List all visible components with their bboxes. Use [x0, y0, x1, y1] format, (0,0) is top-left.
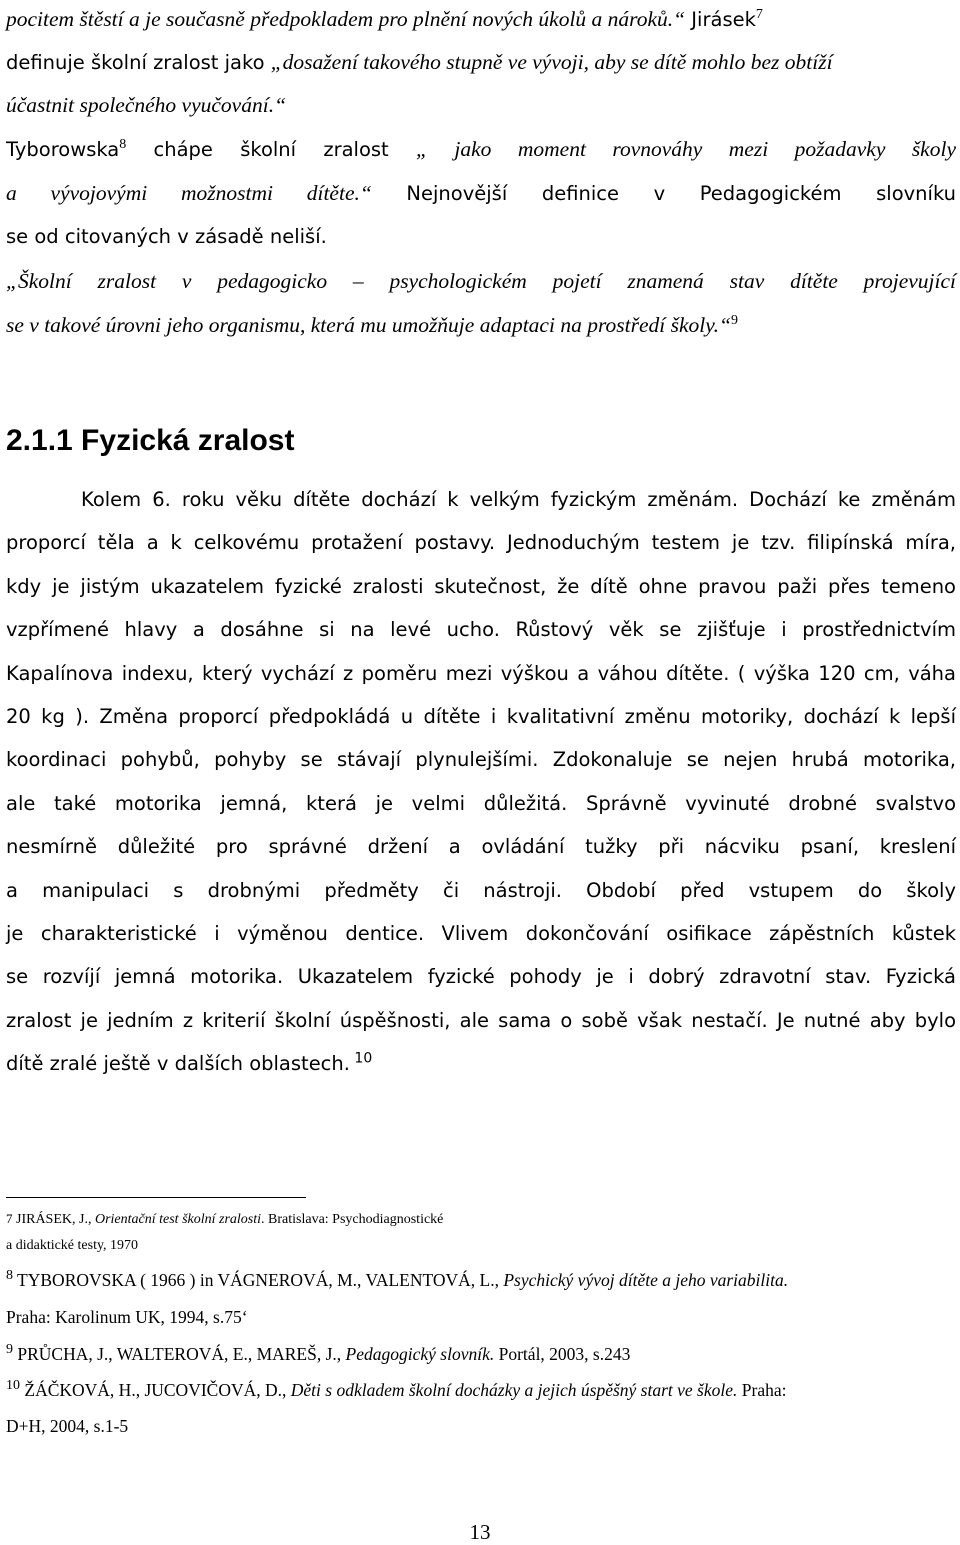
footnote-title: Orientační test školní zralosti	[94, 1212, 262, 1227]
footnote-number: 7	[6, 1211, 13, 1226]
text: definuje školní zralost jako	[6, 51, 271, 74]
footnote-10-cont	[6, 1416, 128, 1436]
quote-text: účastnit společného vyučování.“	[6, 93, 287, 117]
text-line-1	[6, 6, 956, 33]
quote-text: „dosažení takového stupně ve vývoji, aby se dítě mohlo bez obtíží	[270, 50, 833, 74]
text-line-4	[6, 136, 956, 163]
footnote-ref-8: 8	[119, 136, 127, 152]
footnote-text: Portál, 2003, s.243	[494, 1344, 631, 1364]
paragraph-line: se rozvíjí jemná motorika. Ukazatelem fyzické pohody je i dobrý zdravotní stav. Fyzická	[6, 965, 956, 989]
page-number: 13	[469, 1520, 491, 1544]
footnote-text: D+H, 2004, s.1-5	[6, 1416, 129, 1436]
footnote-text: Praha: Karolinum UK, 1994, s.75‘	[6, 1307, 248, 1327]
footnote-ref-10: 10	[349, 1050, 373, 1067]
text-line-7	[6, 268, 956, 294]
footnote-text: . Bratislava: Psychodiagnostické	[261, 1212, 444, 1227]
paragraph-line: Kapalínova indexu, který vychází z poměru mezi výškou a váhou dítěte. ( výška 120 cm, váha	[6, 661, 956, 685]
footnote-title: Psychický vývoj dítěte a jeho variabilita.	[503, 1270, 789, 1290]
paragraph-line: je charakteristické i výměnou dentice. Vlivem dokončování osifikace zápěstních kůstek	[6, 922, 956, 945]
footnote-number: 9	[6, 1342, 13, 1358]
paragraph-line: ale také motorika jemná, která je velmi důležitá. Správně vyvinuté drobné svalstvo	[6, 791, 956, 815]
footnote-title: Pedagogický slovník.	[345, 1344, 495, 1364]
quote-text: „ jako moment rovnováhy mezi požadavky školy	[415, 137, 956, 161]
paragraph-line: proporcí těla a k celkovému protažení postavy. Jednoduchým testem je tzv. filipínská míra,	[6, 531, 956, 555]
section-heading: 2.1.1 Fyzická zralost	[6, 424, 295, 457]
text: Jirásek	[685, 8, 756, 31]
footnote-title: Děti s odkladem školní docházky a jejich úspěšný start ve škole.	[290, 1380, 738, 1400]
footnote-7	[6, 1209, 443, 1230]
text: se od citovaných v zásadě neliší.	[6, 225, 327, 248]
paragraph-text: dítě zralé ještě v dalších oblastech.	[6, 1052, 350, 1076]
quote-text: „Školní zralost v pedagogicko – psychologickém pojetí znamená stav dítěte projevující	[6, 269, 956, 293]
paragraph-line: a manipulaci s drobnými předměty či nástroji. Období před vstupem do školy	[6, 878, 956, 902]
paragraph-line: koordinaci pohybů, pohyby se stávají plynulejšími. Zdokonaluje se nejen hrubá motorika,	[6, 748, 956, 772]
text: Tyborowska	[6, 138, 120, 161]
paragraph-line: nesmírně důležité pro správné držení a ovládání tužky při nácviku psaní, kreslení	[6, 835, 956, 859]
paragraph-line: kdy je jistým ukazatelem fyzické zralosti skutečnost, že dítě ohne pravou paži přes temeno	[6, 574, 956, 598]
text-line-5	[6, 180, 956, 207]
footnote-text: a didaktické testy, 1970	[6, 1238, 139, 1253]
quote-text: pocitem štěstí a je současně předpokladem pro plnění nových úkolů a nároků.“	[6, 7, 686, 31]
paragraph-line: 20 kg ). Změna proporcí předpokládá u dítěte i kvalitativní změnu motoriky, dochází k lepší	[6, 705, 956, 728]
footnote-number: 8	[6, 1268, 13, 1284]
footnote-text: ŽÁČKOVÁ, H., JUCOVIČOVÁ, D.,	[20, 1380, 291, 1400]
text-line-8	[6, 312, 956, 338]
paragraph-line-last	[6, 1051, 956, 1077]
footnote-number: 10	[6, 1378, 20, 1394]
text-line-6	[6, 223, 956, 250]
quote-text: se v takové úrovni jeho organismu, která mu umožňuje adaptaci na prostředí školy.“	[6, 313, 731, 337]
text-line-2	[6, 49, 956, 76]
footnote-ref-9: 9	[730, 312, 738, 328]
footnote-7-cont	[6, 1236, 138, 1256]
text: chápe školní zralost	[126, 138, 416, 161]
footnote-text: TYBOROVSKA ( 1966 ) in VÁGNEROVÁ, M., VALENTOVÁ, L.,	[13, 1270, 504, 1290]
footnote-text: PRŮCHA, J., WALTEROVÁ, E., MAREŠ, J.,	[13, 1344, 346, 1364]
text: Nejnovější definice v Pedagogickém slovníku	[371, 182, 956, 205]
text-line-3	[6, 92, 956, 118]
paragraph-line: Kolem 6. roku věku dítěte dochází k velkým fyzickým změnám. Dochází ke změnám	[81, 488, 956, 511]
footnote-text: JIRÁSEK, J.,	[12, 1212, 95, 1227]
paragraph-line: zralost je jedním z kriterií školní úspěšnosti, ale sama o sobě však nestačí. Je nutné aby bylo	[6, 1008, 956, 1032]
footnote-10	[6, 1380, 787, 1400]
footnote-8	[6, 1270, 788, 1290]
footnote-divider	[6, 1197, 306, 1198]
footnote-9	[6, 1344, 630, 1364]
footnote-8-cont	[6, 1307, 248, 1327]
paragraph-line: vzpřímené hlavy a dosáhne si na levé ucho. Růstový věk se zjišťuje i prostřednictvím	[6, 618, 956, 642]
quote-text: a vývojovými možnostmi dítěte.“	[6, 181, 372, 205]
footnote-ref-7: 7	[755, 6, 763, 22]
footnote-text: Praha:	[737, 1380, 787, 1400]
